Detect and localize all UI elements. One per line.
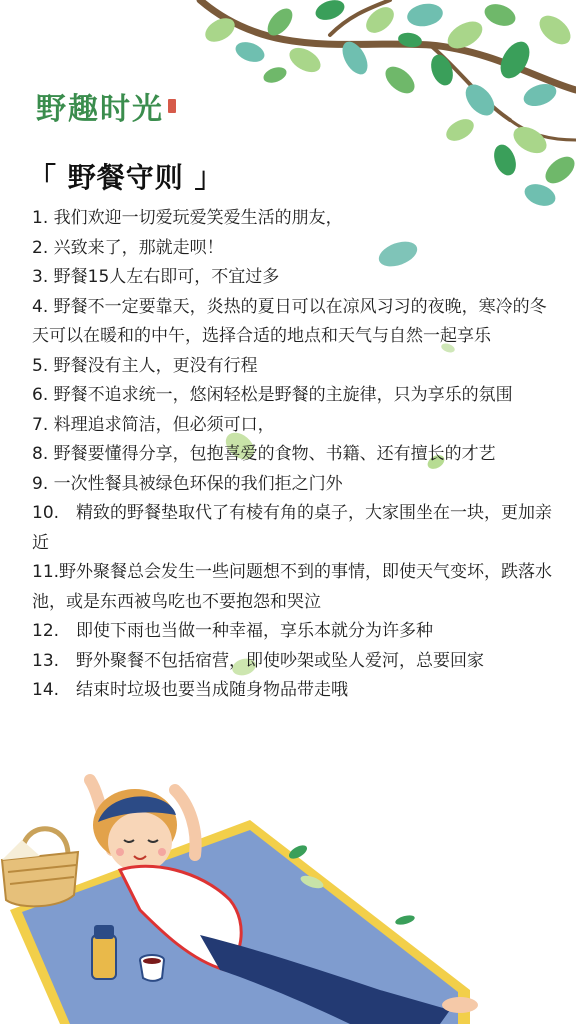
picnic-illustration (0, 760, 576, 1024)
rule-item: 9. 一次性餐具被绿色环保的我们拒之门外 (32, 473, 343, 494)
rule-item: 2. 兴致来了，那就走呗！ (32, 237, 224, 258)
rule-item: 11.野外聚餐总会发生一些问题想不到的事情，即使天气变坏，跌落水池，或是东西被鸟吃也不要抱怨和哭泣 (32, 562, 553, 612)
rule-item: 4. 野餐不一定要靠天，炎热的夏日可以在凉风习习的夜晚，寒冷的冬天可以在暖和的中午，选择合适的地点和天气与自然一起享乐 (32, 296, 547, 346)
seal-icon (168, 99, 176, 113)
rule-item: 12. 即使下雨也当做一种幸福，享乐本就分为许多种 (32, 621, 434, 641)
rule-item: 6. 野餐不追求统一，悠闲轻松是野餐的主旋律，只为享乐的氛围 (32, 385, 513, 405)
rule-item: 8. 野餐要懂得分享，包抱喜爱的食物、书籍、还有擅长的才艺 (32, 444, 496, 464)
rule-item: 5. 野餐没有主人，更没有行程 (32, 355, 258, 376)
rule-item: 14. 结束时垃圾也要当成随身物品带走哦 (32, 680, 349, 700)
brand-logo (36, 84, 176, 128)
rules-list (32, 204, 556, 706)
thermos-icon (92, 925, 116, 979)
rule-item: 13. 野外聚餐不包括宿营，即使吵架或坠人爱河，总要回家 (32, 650, 485, 671)
cup-icon (140, 955, 164, 981)
basket-icon (2, 829, 78, 907)
logo-text: 野趣时光 (36, 92, 164, 127)
rule-item: 3. 野餐15人左右即可，不宜过多 (32, 267, 280, 287)
tree-branch-illustration (180, 0, 576, 220)
rule-item: 1. 我们欢迎一切爱玩爱笑爱生活的朋友， (32, 208, 343, 228)
rule-item: 7. 料理追求简洁，但必须可口， (32, 414, 275, 435)
rule-item: 10. 精致的野餐垫取代了有棱有角的桌子，大家围坐在一块，更加亲近 (32, 503, 553, 553)
page-title: 「 野餐守则 」 (28, 161, 224, 194)
